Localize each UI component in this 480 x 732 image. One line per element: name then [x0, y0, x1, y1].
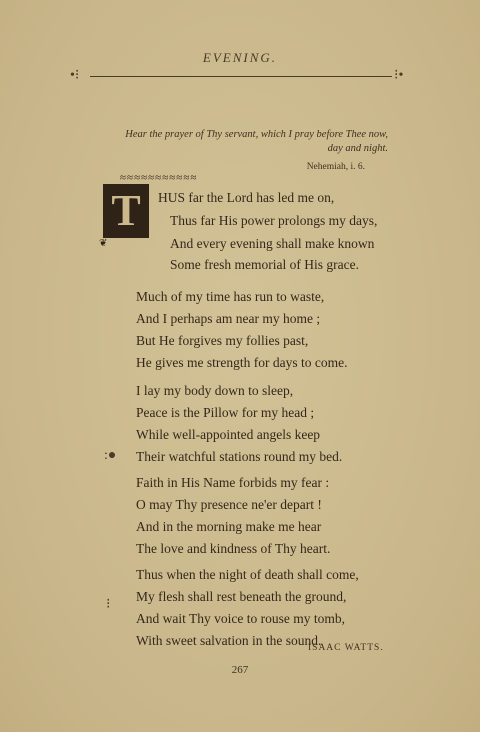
page-heading: EVENING.	[202, 50, 278, 65]
verse-line: Thus far His power prolongs my days,	[170, 213, 378, 228]
verse-line: The love and kindness of Thy heart.	[136, 541, 331, 556]
drop-cap: T	[103, 184, 149, 238]
verse-line: Faith in His Name forbids my fear :	[136, 475, 330, 490]
verse-line: With sweet salvation in the sound.	[136, 633, 322, 648]
verse-line: And every evening shall make known	[170, 236, 375, 251]
verse-line: And I perhaps am near my home ;	[136, 311, 321, 326]
verse-line: Much of my time has run to waste,	[136, 289, 325, 304]
verse-line: My flesh shall rest beneath the ground,	[136, 589, 347, 604]
verse-line: Thus when the night of death shall come,	[136, 567, 359, 582]
epigraph	[110, 128, 388, 156]
verse-line: And in the morning make me hear	[136, 519, 322, 534]
verse-line: Peace is the Pillow for my head ;	[136, 405, 315, 420]
margin-ornament: ⁝	[106, 597, 111, 612]
header-rule	[90, 76, 392, 77]
page-number: 267	[231, 664, 249, 676]
verse-line: While well-appointed angels keep	[136, 427, 321, 442]
vine-flourish: ❦	[99, 238, 108, 249]
verse-line: O may Thy presence ne'er depart !	[136, 497, 322, 512]
verse-line: Some fresh memorial of His grace.	[170, 257, 359, 272]
verse-line: But He forgives my follies past,	[136, 333, 309, 348]
epigraph-reference: Nehemiah, i. 6.	[306, 162, 365, 172]
verse-line: HUS far the Lord has led me on,	[158, 190, 335, 205]
verse-line: I lay my body down to sleep,	[136, 383, 294, 398]
verse-line: And wait Thy voice to rouse my tomb,	[136, 611, 345, 626]
decorative-band: ≈≈≈≈≈≈≈≈≈≈≈	[120, 172, 198, 184]
author-attribution: ISAAC WATTS.	[308, 643, 384, 653]
epigraph-line-2: day and night.	[327, 143, 388, 154]
left-rule-ornament: •⁝	[70, 68, 80, 83]
verse-line: He gives me strength for days to come.	[136, 355, 348, 370]
epigraph-line-1: Hear the prayer of Thy servant, which I pray before Thee now,	[125, 129, 388, 140]
verse-line: Their watchful stations round my bed.	[136, 449, 343, 464]
margin-ornament: :●	[104, 448, 117, 463]
right-rule-ornament: ⁝•	[394, 68, 404, 83]
